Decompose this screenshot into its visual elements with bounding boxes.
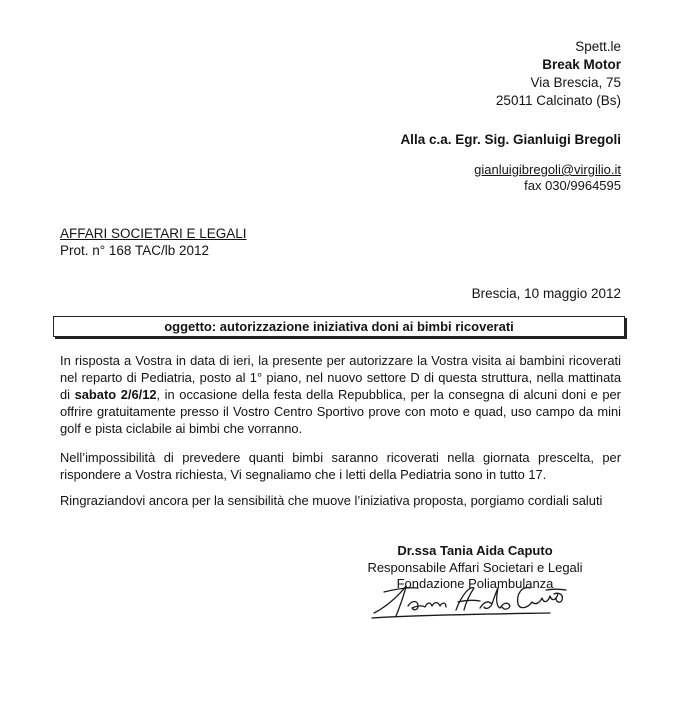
email-link[interactable]: gianluigibregoli@virgilio.it xyxy=(474,162,621,177)
recipient-street: Via Brescia, 75 xyxy=(530,75,621,90)
body-paragraph-1 xyxy=(60,352,621,437)
subject-text: oggetto: autorizzazione iniziativa doni ai bimbi ricoverati xyxy=(164,319,514,334)
handwritten-signature xyxy=(370,580,570,620)
signatory-name: Dr.ssa Tania Aida Caputo xyxy=(397,543,553,558)
place-date: Brescia, 10 maggio 2012 xyxy=(471,286,621,301)
protocol-number: Prot. n° 168 TAC/lb 2012 xyxy=(60,243,209,258)
recipient-company: Break Motor xyxy=(542,57,621,72)
p1-text-start: In risposta a Vostra in data di ieri, la presente per autorizzare la Vostra visita ai bambini ricoverati nel reparto di Pediatria, posto al 1° piano, nel nuovo settore D di questa struttura, nella mattinata di xyxy=(60,353,621,402)
signatory-role: Responsabile Affari Societari e Legali xyxy=(367,559,583,575)
signatory-organization: Fondazione Poliambulanza xyxy=(396,576,554,591)
body-paragraph-2: Nell’impossibilità di prevedere quanti bimbi saranno ricoverati nella giornata prescelta, per rispondere a Vostra richiesta, Vi segnaliamo che i letti della Pediatria sono in tutto 17. xyxy=(60,450,621,482)
department-name: AFFARI SOCIETARI E LEGALI xyxy=(60,226,247,241)
recipient-city: 25011 Calcinato (Bs) xyxy=(495,93,621,108)
p1-text-end: , in occasione della festa della Repubblica, per la consegna di alcuni doni e per offrire gratuitamente presso il Vostro Centro Sportivo prove con moto e quad, uso campo da mini golf e pista ciclabile ai bimbi che vorranno. xyxy=(60,387,621,436)
event-date: sabato 2/6/12 xyxy=(74,387,157,402)
recipient-salutation: Spett.le xyxy=(575,39,621,54)
subject-box xyxy=(53,316,625,337)
attention-line: Alla c.a. Egr. Sig. Gianluigi Bregoli xyxy=(400,132,621,147)
recipient-contacts xyxy=(474,162,621,194)
body-paragraph-3: Ringraziandovi ancora per la sensibilità che muove l’iniziativa proposta, porgiamo cordiali saluti xyxy=(60,493,603,508)
recipient-address xyxy=(496,38,621,110)
sender-office xyxy=(60,225,247,259)
fax-number: fax 030/9964595 xyxy=(524,178,621,193)
